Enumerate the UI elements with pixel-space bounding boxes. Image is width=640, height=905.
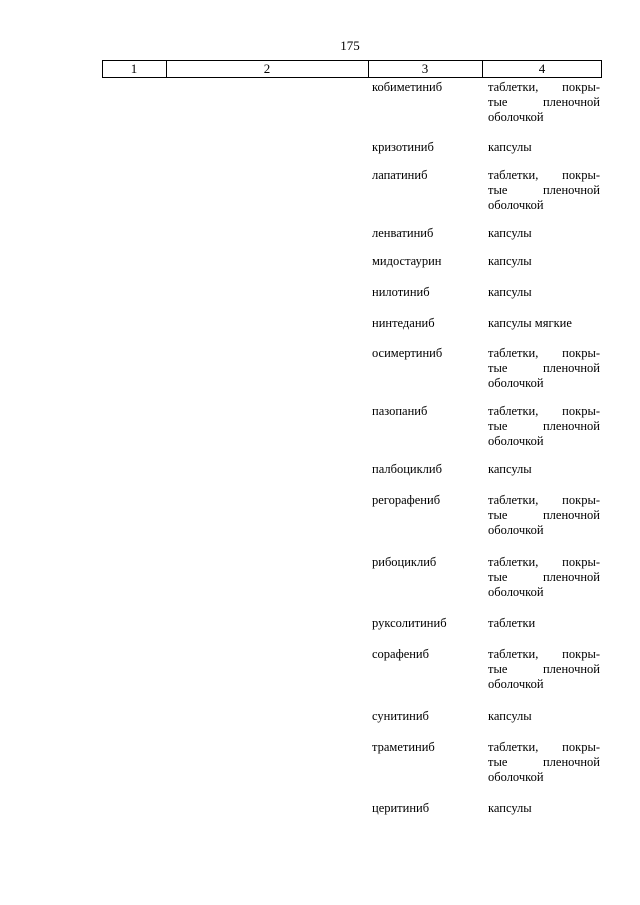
page-number: 175 [340,38,360,53]
dosage-form [488,168,600,213]
dosage-form-line: оболочкой [488,677,544,691]
dosage-form-line: тые пленочной [488,361,600,375]
dosage-form [488,740,600,785]
dosage-form [488,647,600,692]
dosage-form-line: оболочкой [488,523,544,537]
dosage-form-line: таблетки, покры- [488,740,600,754]
drug-name: руксолитиниб [372,616,447,630]
dosage-form [488,493,600,538]
drug-name: церитиниб [372,801,430,815]
drug-name: ленватиниб [372,226,434,240]
drug-name: пазопаниб [372,404,428,418]
header-col-3: 3 [421,61,429,76]
dosage-form-line: капсулы [488,254,532,268]
dosage-form-line: оболочкой [488,770,544,784]
dosage-form-line: тые пленочной [488,419,600,433]
drug-name: траметиниб [372,740,435,754]
drug-name: кризотиниб [372,140,434,154]
dosage-form-line: таблетки, покры- [488,346,600,360]
dosage-form-line: оболочкой [488,434,544,448]
dosage-form-line: таблетки, покры- [488,647,600,661]
drug-name: рибоциклиб [372,555,437,569]
dosage-form-line: таблетки [488,616,536,630]
dosage-form-line: капсулы [488,709,532,723]
dosage-form [488,404,600,449]
dosage-form-line: капсулы [488,226,532,240]
drug-name: палбоциклиб [372,462,442,476]
dosage-form-line: тые пленочной [488,95,600,109]
dosage-form-line: тые пленочной [488,570,600,584]
dosage-form-line: оболочкой [488,376,544,390]
dosage-form-line: капсулы [488,462,532,476]
dosage-form-line: капсулы мягкие [488,316,572,330]
dosage-form-line: таблетки, покры- [488,555,600,569]
dosage-form [488,316,600,331]
dosage-form [488,226,600,241]
dosage-form-line: тые пленочной [488,662,600,676]
drug-name: мидостаурин [372,254,442,268]
dosage-form-line: таблетки, покры- [488,80,600,94]
dosage-form-line: оболочкой [488,198,544,212]
column-divider [601,61,602,77]
dosage-form [488,346,600,391]
dosage-form [488,709,600,724]
dosage-form-line: капсулы [488,140,532,154]
drug-name: нилотиниб [372,285,430,299]
dosage-form [488,616,600,631]
dosage-form-line: оболочкой [488,585,544,599]
dosage-form [488,285,600,300]
table-header [102,60,602,78]
dosage-form [488,140,600,155]
dosage-form-line: тые пленочной [488,755,600,769]
drug-name: осимертиниб [372,346,443,360]
drug-name: регорафениб [372,493,441,507]
dosage-form-line: капсулы [488,285,532,299]
drug-name: лапатиниб [372,168,428,182]
dosage-form-line: тые пленочной [488,183,600,197]
dosage-form-line: таблетки, покры- [488,168,600,182]
drug-name: сорафениб [372,647,429,661]
header-col-4: 4 [538,61,546,76]
header-col-1: 1 [130,61,138,76]
dosage-form [488,254,600,269]
drug-name: нинтеданиб [372,316,435,330]
header-col-2: 2 [263,61,271,76]
dosage-form-line: тые пленочной [488,508,600,522]
dosage-form-line: таблетки, покры- [488,493,600,507]
dosage-form [488,80,600,125]
drug-name: кобиметиниб [372,80,443,94]
dosage-form-line: капсулы [488,801,532,815]
dosage-form [488,462,600,477]
dosage-form-line: оболочкой [488,110,544,124]
dosage-form [488,801,600,816]
drug-name: сунитиниб [372,709,429,723]
dosage-form-line: таблетки, покры- [488,404,600,418]
dosage-form [488,555,600,600]
